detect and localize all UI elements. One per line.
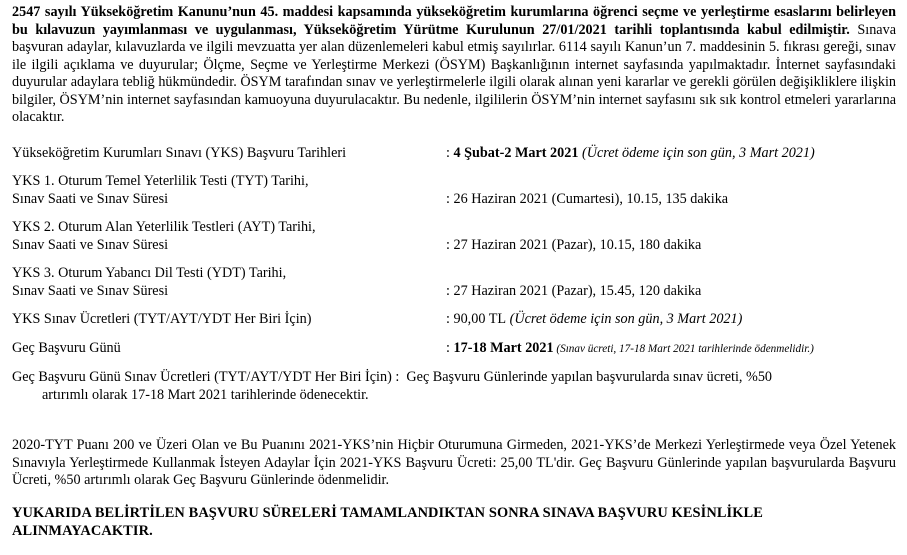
value-text: : Geç Başvuru Günlerinde yapılan başvurularda sınav ücreti, %50: [391, 369, 773, 385]
late-fee-line: [12, 369, 896, 387]
schedule-value: [446, 265, 896, 300]
value-note: (Sınav ücreti, 17-18 Mart 2021 tarihlerinde ödenmelidir.): [553, 342, 814, 355]
schedule-value: [446, 311, 896, 329]
schedule-row-application: [12, 145, 896, 163]
value-text: : 26 Haziran 2021 (Cumartesi), 10.15, 135 dakika: [446, 190, 729, 207]
schedule-list: [12, 145, 896, 405]
schedule-label: [12, 173, 446, 208]
schedule-value: [446, 173, 896, 208]
value-text: : 27 Haziran 2021 (Pazar), 15.45, 120 dakika: [446, 282, 702, 299]
intro-bold-text: 2547 sayılı Yükseköğretim Kanunu’nun 45. maddesi kapsamında yükseköğretim kurumlarına öğrenci seçme ve yerleştirme esaslarını belirleyen bu kılavuzun yayımlanması ve uygulanması, Yükseköğretim Yürütme Kurulunun 27/01/2021 tarihli toplantısında kabul edilmiştir.: [12, 4, 896, 38]
schedule-label: Yükseköğretim Kurumları Sınavı (YKS) Başvuru Tarihleri: [12, 144, 347, 161]
final-notice-line: ALINMAYACAKTIR.: [12, 522, 153, 539]
value-text-continued: artırımlı olarak 17-18 Mart 2021 tarihlerinde ödenecektir.: [42, 386, 369, 403]
value-bold: 17-18 Mart 2021: [453, 339, 554, 356]
intro-normal-text: Sınava başvuran adaylar, kılavuzlarda ve ilgili mevzuatta yer alan düzenlemeleri kabul etmiş sayılırlar. 6114 sayılı Kanun’un 7. maddesinin 5. fıkrası gereği, sınav ile ilgili açıklama ve duyurular; Ölçme, Seçme ve Yerleştirme Merkezi (ÖSYM) Başkanlığının internet sayfasında yapılmaktadır. İnternet sayfasındaki duyurular adaylara tebliğ hükmündedir. ÖSYM tarafından sınav ve yerleştirmelerle ilgili olarak alınan yeni kararlar ve gerekli görülen değişikliklere ilişkin bilgiler, ÖSYM’nin internet sayfasından kamuoyuna duyurulacaktır. Bu nedenle, ilgililerin ÖSYM’nin internet sayfasını sık sık kontrol etmeleri yararlarına olacaktır.: [12, 21, 896, 125]
schedule-row-ydt: [12, 265, 896, 300]
label-line: YKS 3. Oturum Yabancı Dil Testi (YDT) Tarihi,: [12, 265, 287, 281]
schedule-value: [446, 219, 896, 254]
intro-paragraph: [12, 4, 896, 127]
final-notice: [12, 504, 896, 540]
label-line: Sınav Saati ve Sınav Süresi: [12, 282, 169, 299]
label-line: Sınav Saati ve Sınav Süresi: [12, 190, 169, 207]
schedule-label: Geç Başvuru Günü: [12, 339, 121, 356]
schedule-row-tyt: [12, 173, 896, 208]
value-prefix: :: [446, 339, 454, 356]
schedule-value: [446, 145, 896, 163]
schedule-label: [12, 265, 446, 300]
label-line: Sınav Saati ve Sınav Süresi: [12, 236, 169, 253]
schedule-value: [446, 340, 896, 359]
value-prefix: :: [446, 144, 454, 161]
schedule-row-late-day: [12, 340, 896, 359]
final-notice-line: YUKARIDA BELİRTİLEN BAŞVURU SÜRELERİ TAMAMLANDIKTAN SONRA SINAVA BAŞVURU KESİNLİKLE: [12, 504, 763, 521]
value-bold: 4 Şubat-2 Mart 2021: [453, 144, 579, 161]
schedule-label: YKS Sınav Ücretleri (TYT/AYT/YDT Her Biri İçin): [12, 311, 312, 327]
document-page: [12, 4, 896, 540]
label-line: YKS 2. Oturum Alan Yeterlilik Testleri (AYT) Tarihi,: [12, 219, 316, 235]
value-text: : 90,00 TL: [446, 311, 507, 327]
schedule-label: Geç Başvuru Günü Sınav Ücretleri (TYT/AYT/YDT Her Biri İçin): [12, 369, 392, 385]
schedule-label: [12, 219, 446, 254]
schedule-row-fees: [12, 311, 896, 329]
schedule-row-late-fee: [12, 369, 896, 404]
value-text: : 27 Haziran 2021 (Pazar), 10.15, 180 dakika: [446, 236, 702, 253]
fee-paragraph: 2020-TYT Puanı 200 ve Üzeri Olan ve Bu Puanını 2021-YKS’nin Hiçbir Oturumuna Girmeden, 2021-YKS’de Merkezi Yerleştirmede veya Özel Yetenek Sınavıyla Yerleştirmede Kullanmak İsteyen Adaylar İçin 2021-YKS Başvuru Ücreti: 25,00 TL'dir. Geç Başvuru Günlerinde yapılan başvurularda Başvuru Ücreti, %50 artırımlı olarak Geç Başvuru Günlerinde ödenmelidir.: [12, 437, 896, 488]
schedule-row-ayt: [12, 219, 896, 254]
label-line: YKS 1. Oturum Temel Yeterlilik Testi (TYT) Tarihi,: [12, 173, 309, 189]
value-note: (Ücret ödeme için son gün, 3 Mart 2021): [578, 144, 815, 161]
value-note: (Ücret ödeme için son gün, 3 Mart 2021): [506, 311, 743, 327]
